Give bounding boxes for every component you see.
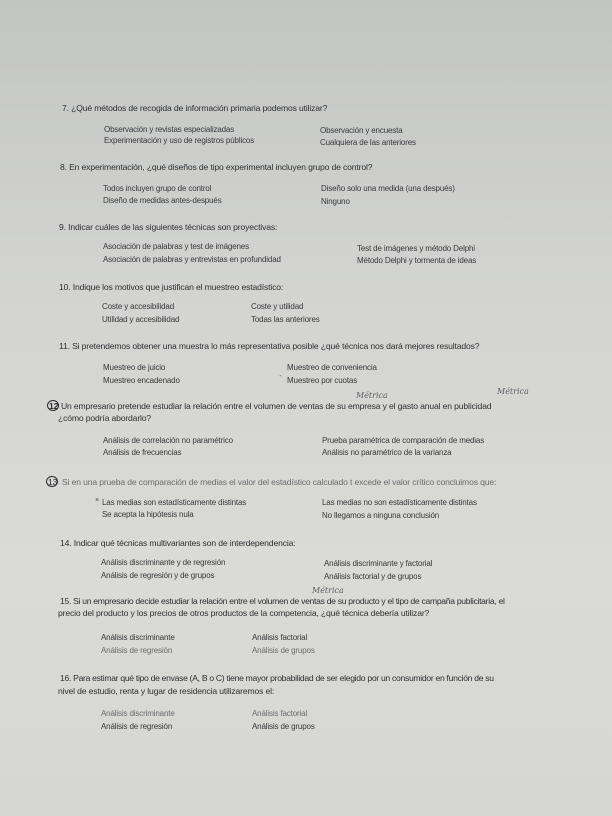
q12-option-c: Análisis de frecuencias [103,448,182,457]
q8-option-c: Diseño de medidas antes-después [103,196,222,205]
question-16-line1: 16. Para estimar qué tipo de envase (A, B o C) tiene mayor probabilidad de ser elegido por un consumidor en función de su [60,673,494,683]
q10-option-c: Utilidad y accesibilidad [102,315,180,324]
handwritten-note-metrica-q15: Métrica [312,586,344,595]
q15-option-b: Análisis factorial [252,633,308,642]
question-11: 11. Si pretendemos obtener una muestra lo más representativa posible ¿qué técnica nos dará mejores resultados? [59,341,480,351]
question-8: 8. En experimentación, ¿qué diseños de tipo experimental incluyen grupo de control? [60,162,373,172]
cross-mark: × [95,497,100,504]
q11-option-a: Muestreo de juicio [103,363,166,372]
question-16-line2: nivel de estudio, renta y lugar de residencia utilizaremos el: [58,686,275,696]
handwritten-note-metrica-right: Métrica [497,387,529,396]
q9-option-d: Método Delphi y tormenta de ideas [357,256,477,265]
q14-option-c: Análisis de regresión y de grupos [101,571,215,580]
q15-option-a: Análisis discriminante [101,633,175,642]
q7-option-c: Experimentación y uso de registros públicos [104,136,255,145]
q7-option-a: Observación y revistas especializadas [104,125,235,134]
q16-option-c: Análisis de regresión [101,722,173,731]
q10-option-b: Coste y utilidad [251,302,304,311]
q13-option-c: Se acepta la hipótesis nula [102,510,194,519]
q9-option-b: Test de imágenes y método Delphi [357,244,475,253]
question-12-line1: Un empresario pretende estudiar la relación entre el volumen de ventas de su empresa y el gasto anual en publicidad [61,401,492,411]
question-13-number: 13 [48,477,58,487]
q14-option-b: Análisis discriminante y factorial [324,559,433,568]
q16-option-d: Análisis de grupos [252,722,315,731]
question-12-number: 12 [49,401,59,411]
q16-option-a: Análisis discriminante [101,709,175,718]
q11-option-d: Muestreo por cuotas [287,376,358,385]
q15-option-d: Análisis de grupos [252,646,315,655]
question-15-line2: precio del producto y los precios de otros productos de la competencia, ¿qué técnica debería utilizar? [58,608,430,618]
q13-option-b: Las medias no son estadísticamente distintas [322,498,477,507]
question-12-line2: ¿cómo podría abordarlo? [58,413,152,423]
q12-option-a: Análisis de correlación no paramétrico [103,436,233,445]
q13-option-d: No llegamos a ninguna conclusión [322,511,440,520]
q8-option-b: Diseño solo una medida (una después) [321,184,455,193]
question-15-line1: 15. Si un empresario decide estudiar la relación entre el volumen de ventas de su producto y el tipo de campaña publicitaria, el [60,596,505,606]
q12-option-d: Análisis no paramétrico de la varianza [322,448,452,457]
question-7: 7. ¿Qué métodos de recogida de información primaria podemos utilizar? [62,103,328,113]
q15-option-c: Análisis de regresión [101,646,173,655]
q8-option-a: Todos incluyen grupo de control [103,184,212,193]
q11-option-c: Muestreo encadenado [103,376,180,385]
q9-option-a: Asociación de palabras y test de imágenes [103,242,249,251]
q14-option-d: Análisis factorial y de grupos [324,572,422,581]
q14-option-a: Análisis discriminante y de regresión [101,558,226,567]
q16-option-b: Análisis factorial [252,709,308,718]
q7-option-d: Cualquiera de las anteriores [320,138,416,147]
q10-option-d: Todas las anteriores [251,315,320,324]
question-14: 14. Indicar qué técnicas multivariantes son de interdependencia: [60,538,296,548]
q12-option-b: Prueba paramétrica de comparación de medias [322,436,485,445]
q9-option-c: Asociación de palabras y entrevistas en profundidad [103,255,281,264]
question-9: 9. Indicar cuáles de las siguientes técnicas son proyectivas: [59,222,278,232]
question-10: 10. Indique los motivos que justifican el muestreo estadístico: [59,282,284,292]
q13-option-a: Las medias son estadísticamente distintas [102,498,247,507]
q8-option-d: Ninguno [321,197,350,206]
q10-option-a: Coste y accesibilidad [102,302,174,311]
handwritten-note-metrica: Métrica [356,391,388,400]
question-13-text: Si en una prueba de comparación de medias el valor del estadístico calculado t excede el valor crítico concluimos que: [62,477,497,487]
q11-option-b: Muestreo de conveniencia [287,363,377,372]
pencil-tick-mark: ` [279,374,282,384]
q7-option-b: Observación y encuesta [320,126,403,135]
